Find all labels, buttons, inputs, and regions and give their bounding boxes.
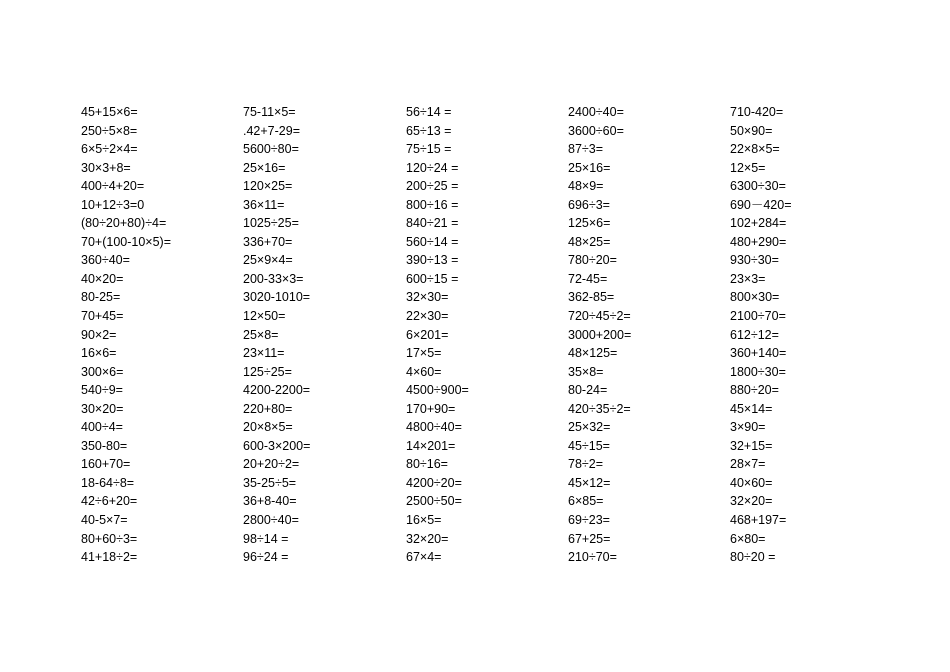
math-problem: 45+15×6= xyxy=(81,105,138,119)
math-problem: 18-64÷8= xyxy=(81,475,135,490)
math-problem: 75÷15 = xyxy=(406,142,452,157)
math-problem: 32×20= xyxy=(730,494,773,509)
math-problem: 35×8= xyxy=(568,364,604,379)
math-problem: 200-33×3= xyxy=(243,271,304,286)
math-problem: 696÷3= xyxy=(568,197,610,212)
math-problem: 32×20= xyxy=(406,531,449,546)
math-problem: 600÷15 = xyxy=(406,271,459,286)
math-problem: 32+15= xyxy=(730,438,773,453)
math-problem: 50×90= xyxy=(730,123,773,138)
math-problem: 3000+200= xyxy=(568,327,632,342)
math-problem: 25×8= xyxy=(243,327,279,342)
math-problem: 22×8×5= xyxy=(730,142,780,157)
math-problem: 36+8-40= xyxy=(243,494,297,509)
math-problem: 80÷16= xyxy=(406,457,448,472)
math-problem: (80÷20+80)÷4= xyxy=(81,216,167,231)
math-problem: 80-24= xyxy=(568,383,608,398)
math-problem: 20×8×5= xyxy=(243,420,293,435)
math-problem: 65÷13 = xyxy=(406,123,452,138)
math-problem: 23×3= xyxy=(730,271,766,286)
math-problem: 14×201= xyxy=(406,438,456,453)
math-problem: 16×5= xyxy=(406,513,442,528)
math-problem: 560÷14 = xyxy=(406,234,459,249)
math-problem: 2800÷40= xyxy=(243,513,299,528)
math-problem: 80÷20 = xyxy=(730,550,776,565)
math-problem: 360÷40= xyxy=(81,253,130,268)
math-problem: 45×12= xyxy=(568,475,611,490)
math-problem: 40×20= xyxy=(81,271,124,286)
problem-column-3 xyxy=(406,103,566,567)
math-problem: 30×20= xyxy=(81,401,124,416)
math-problem: 800÷16 = xyxy=(406,197,459,212)
math-problem: 4800÷40= xyxy=(406,420,462,435)
math-problem: 300×6= xyxy=(81,364,124,379)
math-problem: 22×30= xyxy=(406,309,449,324)
math-problem: 480+290= xyxy=(730,234,787,249)
math-problem: 4200÷20= xyxy=(406,475,462,490)
math-problem: 420÷35÷2= xyxy=(568,401,631,416)
math-problem: 48×125= xyxy=(568,346,618,361)
math-problem: 4×60= xyxy=(406,364,442,379)
math-problem: 23×11= xyxy=(243,346,285,361)
math-problem: 125×6= xyxy=(568,216,611,231)
math-problem: 930÷30= xyxy=(730,253,779,268)
math-problem: 2500÷50= xyxy=(406,494,462,509)
math-problem: 12×5= xyxy=(730,160,766,175)
math-problem: 78÷2= xyxy=(568,457,604,472)
math-problem: 90×2= xyxy=(81,327,117,342)
math-problem: 780÷20= xyxy=(568,253,617,268)
problem-column-1 xyxy=(81,103,241,567)
math-problem: 41+18÷2= xyxy=(81,550,138,565)
math-problem: 40-5×7= xyxy=(81,513,128,528)
math-problem: 612÷12= xyxy=(730,327,779,342)
math-problem: 45÷15= xyxy=(568,438,610,453)
math-problem: 250÷5×8= xyxy=(81,123,138,138)
math-problem: 80+60÷3= xyxy=(81,531,138,546)
math-problem: 120÷24 = xyxy=(406,160,459,175)
math-problem: 1025÷25= xyxy=(243,216,299,231)
math-problem: 102+284= xyxy=(730,216,787,231)
math-problem: 362-85= xyxy=(568,290,615,305)
math-problem: 6×201= xyxy=(406,327,449,342)
math-problem: 540÷9= xyxy=(81,383,123,398)
math-problem: 17×5= xyxy=(406,346,442,361)
math-problem: 96÷24 = xyxy=(243,550,289,565)
math-problem: 350-80= xyxy=(81,438,128,453)
math-problem: 67×4= xyxy=(406,550,442,565)
math-problem: 69÷23= xyxy=(568,513,610,528)
math-problem: 2100÷70= xyxy=(730,309,786,324)
math-problem: 67+25= xyxy=(568,531,611,546)
problem-column-4 xyxy=(568,103,728,567)
math-problem: 30×3+8= xyxy=(81,160,131,175)
math-problem: 80-25= xyxy=(81,290,121,305)
math-problem: 2400÷40= xyxy=(568,105,624,119)
math-problem: 70+45= xyxy=(81,309,124,324)
math-problem: 3600÷60= xyxy=(568,123,624,138)
math-problem: 690－420= xyxy=(730,197,792,212)
math-problem: 42÷6+20= xyxy=(81,494,138,509)
math-problem: 120×25= xyxy=(243,179,293,194)
math-problem: 360+140= xyxy=(730,346,787,361)
math-problem: 200÷25 = xyxy=(406,179,459,194)
math-problem: 6×80= xyxy=(730,531,766,546)
math-problem: 10+12÷3=0 xyxy=(81,197,145,212)
math-problem: 880÷20= xyxy=(730,383,779,398)
math-problem: 170+90= xyxy=(406,401,456,416)
math-problem: 720÷45÷2= xyxy=(568,309,631,324)
math-problem: 4500÷900= xyxy=(406,383,469,398)
math-problem: 35-25÷5= xyxy=(243,475,297,490)
problem-column-5 xyxy=(730,103,890,567)
math-problem: 1800÷30= xyxy=(730,364,786,379)
math-problem: 36×11= xyxy=(243,197,285,212)
math-problem: 40×60= xyxy=(730,475,773,490)
math-problem: 4200-2200= xyxy=(243,383,311,398)
math-problem: 48×9= xyxy=(568,179,604,194)
math-problem: 12×50= xyxy=(243,309,286,324)
math-problem: 25×32= xyxy=(568,420,611,435)
math-problem: 56÷14 = xyxy=(406,105,452,119)
math-problem: .42+7-29= xyxy=(243,123,300,138)
math-problem: 840÷21 = xyxy=(406,216,459,231)
math-problem: 48×25= xyxy=(568,234,611,249)
math-problem: 75-11×5= xyxy=(243,105,296,119)
math-problem: 32×30= xyxy=(406,290,449,305)
math-problem: 6300÷30= xyxy=(730,179,786,194)
math-problem: 600-3×200= xyxy=(243,438,311,453)
math-problem: 400÷4+20= xyxy=(81,179,145,194)
math-problem: 160+70= xyxy=(81,457,131,472)
math-problem: 25×16= xyxy=(243,160,286,175)
math-problem: 16×6= xyxy=(81,346,117,361)
problem-column-2 xyxy=(243,103,403,567)
math-problem: 70+(100-10×5)= xyxy=(81,234,172,249)
math-problem: 20+20÷2= xyxy=(243,457,300,472)
math-problem: 800×30= xyxy=(730,290,780,305)
math-problem: 3020-1010= xyxy=(243,290,311,305)
math-problem: 6×5÷2×4= xyxy=(81,142,138,157)
math-problem: 72-45= xyxy=(568,271,608,286)
math-problem: 25×16= xyxy=(568,160,611,175)
math-problem: 28×7= xyxy=(730,457,766,472)
math-problem: 45×14= xyxy=(730,401,773,416)
math-problem: 98÷14 = xyxy=(243,531,289,546)
math-problem: 390÷13 = xyxy=(406,253,459,268)
math-problem: 25×9×4= xyxy=(243,253,293,268)
math-problem: 6×85= xyxy=(568,494,604,509)
math-problem: 220+80= xyxy=(243,401,293,416)
math-problem: 3×90= xyxy=(730,420,766,435)
math-problem: 5600÷80= xyxy=(243,142,299,157)
math-problem: 710-420= xyxy=(730,105,784,119)
math-problem: 468+197= xyxy=(730,513,787,528)
math-problem: 400÷4= xyxy=(81,420,123,435)
math-problem: 336+70= xyxy=(243,234,293,249)
math-problem: 125÷25= xyxy=(243,364,292,379)
math-problem: 87÷3= xyxy=(568,142,604,157)
math-problem: 210÷70= xyxy=(568,550,617,565)
